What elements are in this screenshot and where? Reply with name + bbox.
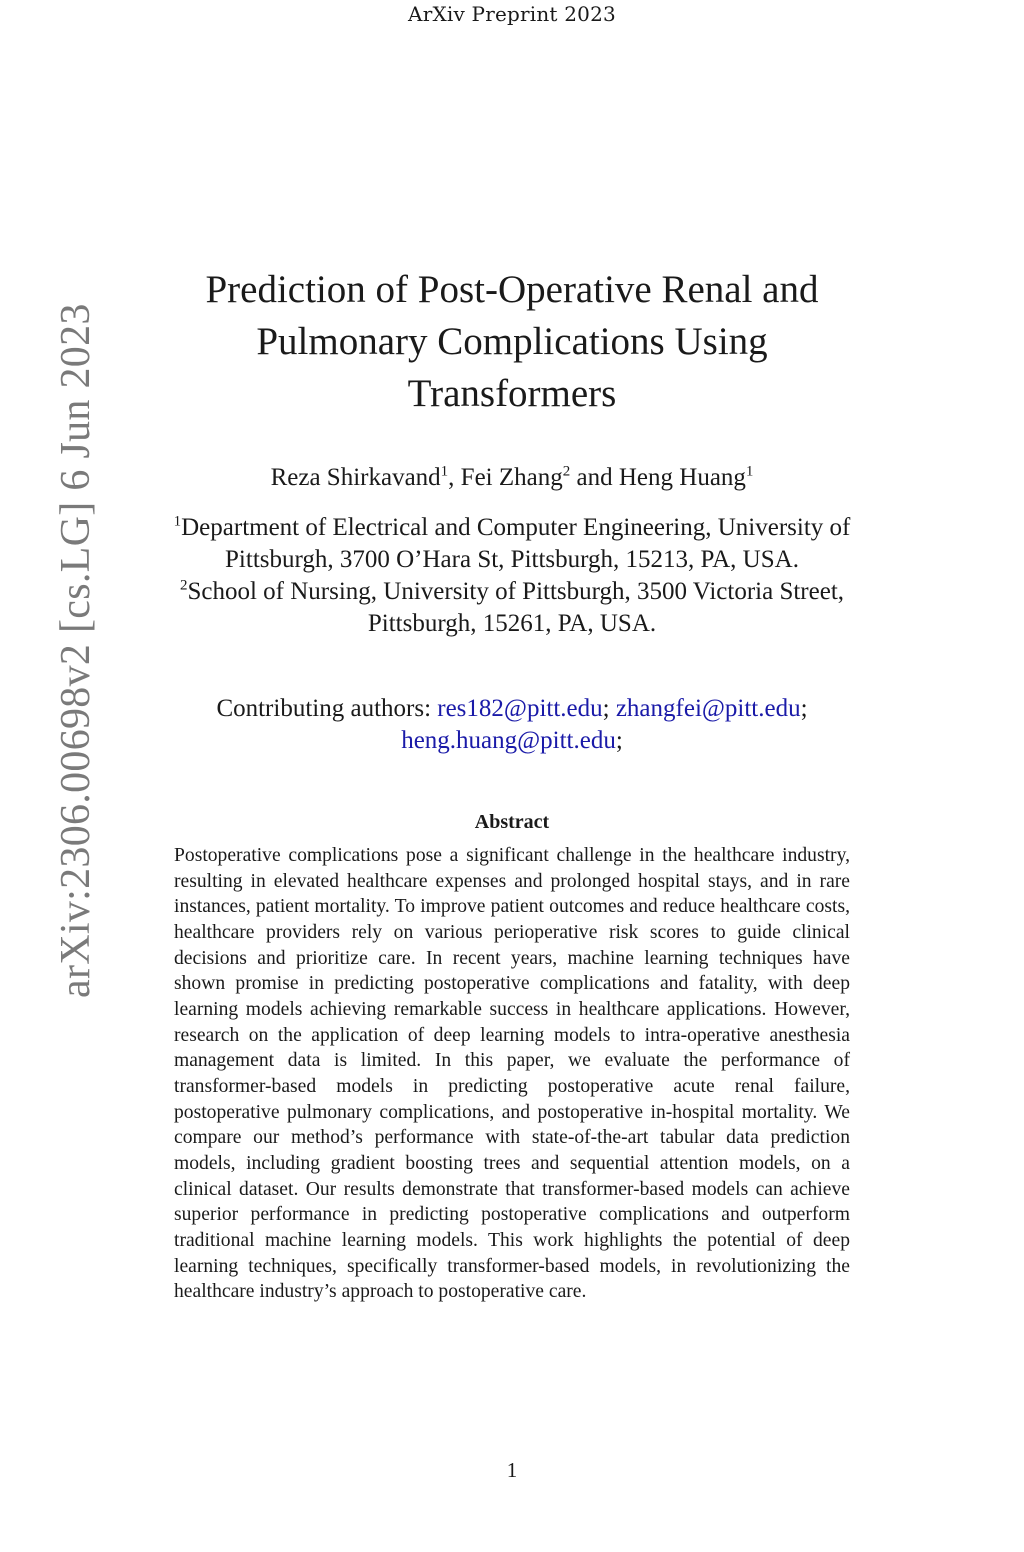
page-number: 1: [506, 1458, 518, 1482]
affiliation-item: [140, 576, 884, 640]
contributing-authors: Contributing authors: res182@pitt.edu; zhangfei@pitt.edu; heng.huang@pitt.edu;: [216, 695, 808, 754]
affiliation-text: Department of Electrical and Computer Engineering, University of Pittsburgh, 3700 O’Hara St, Pittsburgh, 15213, PA, USA.: [181, 514, 851, 573]
author-separator: ,: [448, 464, 461, 491]
running-head: ArXiv Preprint 2023: [408, 2, 616, 26]
affiliation-mark: 2: [179, 577, 188, 594]
author-affil-mark: 1: [745, 463, 754, 480]
author-separator: and: [570, 464, 619, 491]
author-name: Reza Shirkavand: [270, 464, 441, 491]
arxiv-identifier-stamp: arXiv:2306.00698v2 [cs.LG] 6 Jun 2023: [53, 303, 99, 998]
abstract-heading: Abstract: [474, 811, 550, 833]
email-link[interactable]: res182@pitt.edu: [437, 695, 603, 722]
affiliation-mark: 1: [173, 513, 182, 530]
abstract-text: Postoperative complications pose a significant challenge in the healthcare industry, resulting in elevated healthcare expenses and prolonged hospital stays, and in rare instances, patient mortality. To improve patient outcomes and reduce healthcare costs, healthcare providers rely on various perioperative risk scores to guide clinical decisions and prioritize care. In recent years, machine learning techniques have shown promise in predicting postoperative complications and fatality, with deep learning models achieving remarkable success in healthcare applications. However, research on the application of deep learning models to intra-operative anesthesia management data is limited. In this paper, we evaluate the performance of transformer-based models in predicting postoperative acute renal failure, postoperative pulmonary complications, and postoperative in-hospital mortality. We compare our method’s performance with state-of-the-art tabular data prediction models, including gradient boosting trees and sequential attention models, on a clinical dataset. Our results demonstrate that transformer-based models can achieve superior performance in predicting postoperative complications and outperform traditional machine learning models. This work highlights the potential of deep learning techniques, specifically transformer-based models, in revolutionizing the healthcare industry’s approach to postoperative care.: [174, 845, 850, 1303]
affiliation-item: [140, 512, 884, 576]
email-link[interactable]: zhangfei@pitt.edu: [615, 695, 801, 722]
author-affil-mark: 1: [440, 463, 449, 480]
author-list: [150, 462, 874, 494]
email-link[interactable]: heng.huang@pitt.edu: [401, 727, 616, 754]
affiliation-list: [140, 512, 884, 640]
paper-title: Prediction of Post-Operative Renal and Pulmonary Complications Using Transformers: [205, 268, 819, 415]
author-name: Heng Huang: [618, 464, 746, 491]
contributing-label: Contributing authors:: [216, 695, 432, 722]
author-affil-mark: 2: [562, 463, 571, 480]
author-name: Fei Zhang: [460, 464, 563, 491]
affiliation-text: School of Nursing, University of Pittsburgh, 3500 Victoria Street, Pittsburgh, 15261, PA, USA.: [187, 578, 845, 637]
